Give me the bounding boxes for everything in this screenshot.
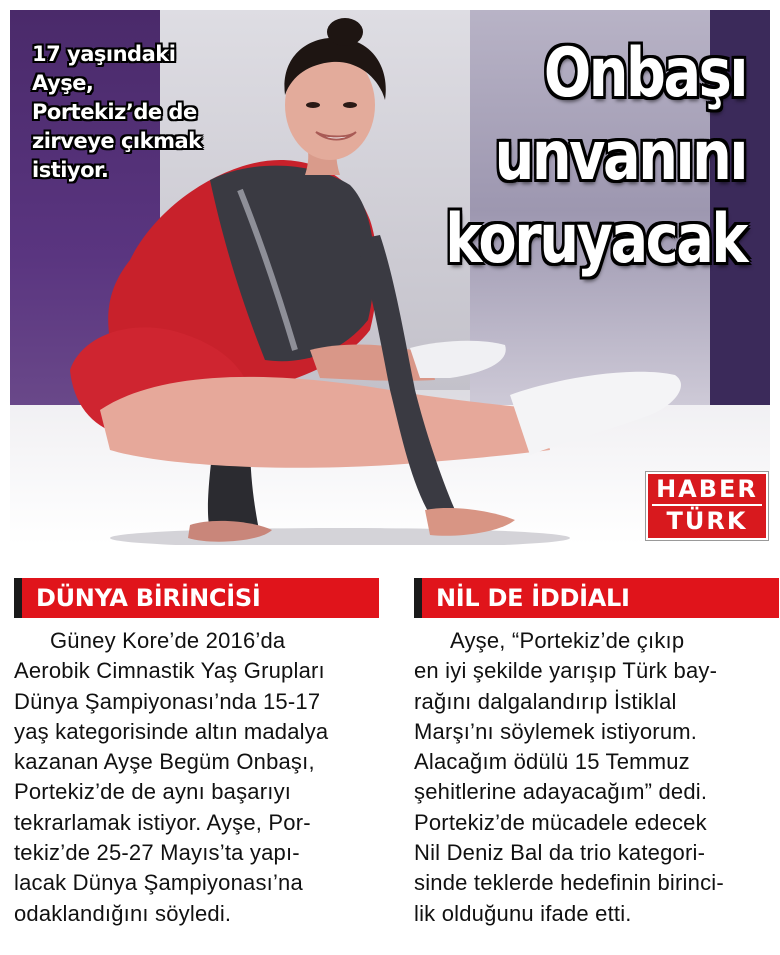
caption-line: Ayşe, (32, 71, 94, 95)
logo-word-haber: HABER (656, 475, 758, 503)
text-line: tekrarlamak istiyor. Ayşe, Por- (14, 809, 311, 835)
text-line: Nil Deniz Bal da trio kategori- (414, 840, 706, 866)
text-line: şehitlerine adayacağım” dedi. (414, 779, 708, 805)
text-line: sinde teklerde hedefinin birinci- (414, 870, 724, 896)
text-line: tekiz’de 25-27 Mayıs’ta yapı- (14, 840, 300, 866)
text-line: Marşı’nı söylemek istiyorum. (414, 718, 698, 744)
section-heading-text: NİL DE İDDİALI (436, 584, 630, 612)
text-line: Portekiz’de mücadele edecek (414, 809, 707, 835)
haberturk-logo (646, 472, 768, 540)
text-line: Portekiz’de de aynı başarıyı (14, 779, 292, 805)
section-heading-nil-de-iddiali (414, 578, 779, 618)
text-line: Alacağım ödülü 15 Temmuz (414, 749, 690, 775)
article-body-left (14, 626, 379, 929)
logo-word-turk: TÜRK (666, 507, 748, 535)
text-line: Güney Kore’de 2016’da (50, 628, 286, 653)
article-column-right (414, 578, 779, 929)
text-line: en iyi şekilde yarışıp Türk bay- (414, 658, 718, 684)
photo-caption (32, 40, 247, 185)
article-headline (434, 32, 746, 281)
text-line: Dünya Şampiyonası’nda 15-17 (14, 688, 321, 714)
text-line: lik olduğunu ifade etti. (414, 900, 632, 926)
text-line: Ayşe, “Portekiz’de çıkıp (450, 628, 685, 653)
text-line: lacak Dünya Şampiyonası’na (14, 870, 303, 896)
text-line: Aerobik Cimnastik Yaş Grupları (14, 658, 325, 684)
article-body-right (414, 626, 779, 929)
caption-line: zirveye çıkmak (32, 129, 202, 153)
article-photo (10, 10, 770, 545)
headline-line: Onbaşı (543, 34, 746, 113)
caption-line: istiyor. (32, 158, 109, 182)
text-line: rağını dalgalandırıp İstiklal (414, 688, 677, 714)
text-line: odaklandığını söyledi. (14, 900, 232, 926)
section-heading-text: DÜNYA BİRİNCİSİ (36, 584, 261, 612)
headline-line: unvanını (494, 117, 746, 196)
caption-line: Portekiz’de de (32, 100, 197, 124)
section-heading-dunya-birincisi (14, 578, 379, 618)
text-line: yaş kategorisinde altın madalya (14, 718, 329, 744)
caption-line: 17 yaşındaki (32, 42, 176, 66)
headline-line: koruyacak (445, 200, 746, 279)
article-column-left (14, 578, 379, 929)
text-line: kazanan Ayşe Begüm Onbaşı, (14, 749, 315, 775)
